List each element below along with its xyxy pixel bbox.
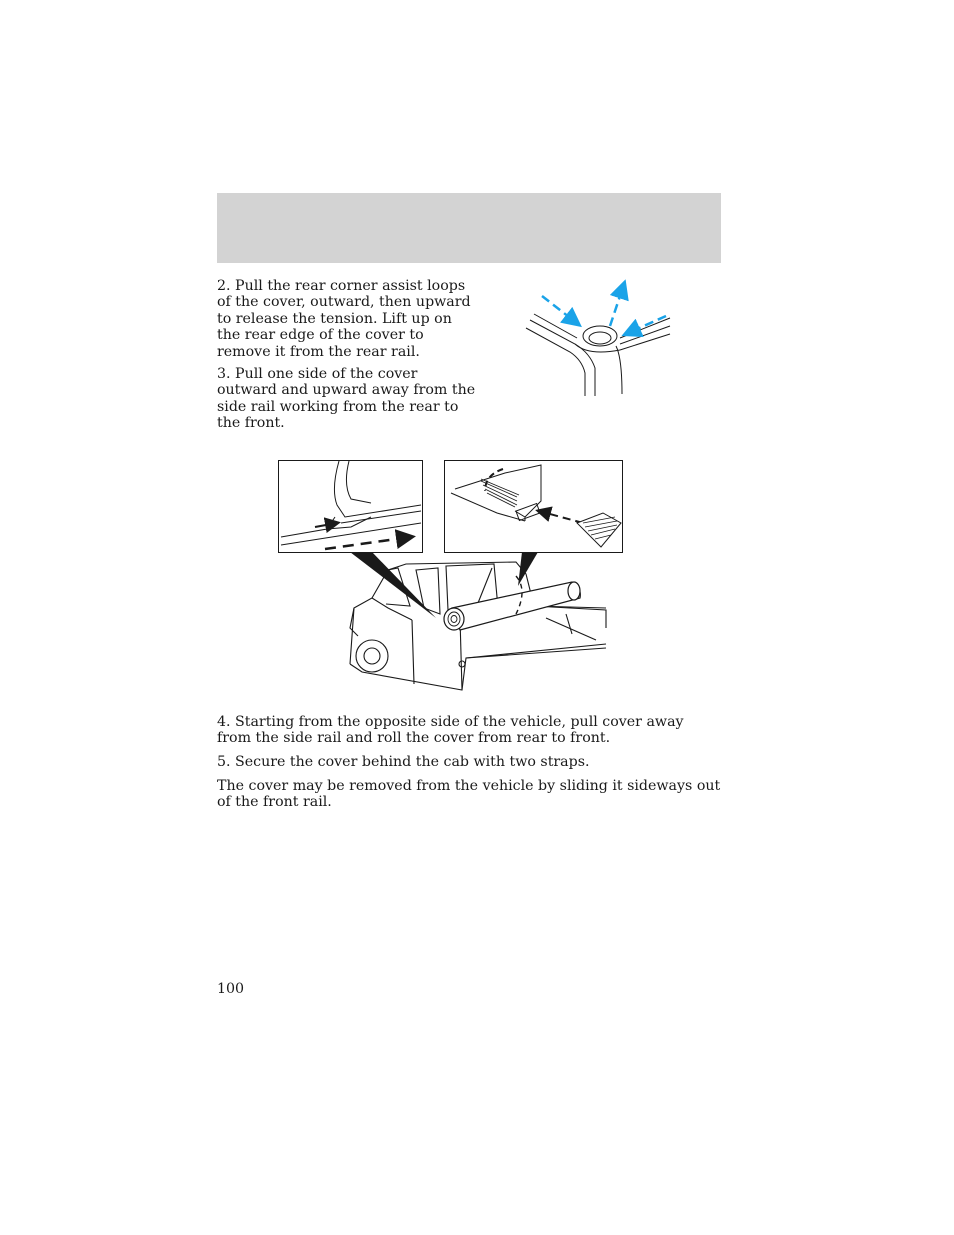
step-2-text: 2. Pull the rear corner assist loops of the cover, outward, then upward to release the tension. Lift up on the rear edge of the cover to remove it from the rear rail. [217,278,471,360]
side-rail-inset [278,460,423,553]
section-header-band [217,193,721,263]
step-4-text: 4. Starting from the opposite side of the vehicle, pull cover away from the side rail and roll the cover from rear to front. [217,714,684,747]
rear-rail-inset [444,460,623,553]
truck-cover-roll-illustration [276,458,626,702]
step-3-text: 3. Pull one side of the cover outward and upward away from the side rail working from the rear to the front. [217,366,476,432]
corner-loop-illustration [520,278,680,398]
step-5-text: 5. Secure the cover behind the cab with two straps. [217,754,590,770]
removal-note-text: The cover may be removed from the vehicle by sliding it sideways out of the front rail. [217,778,721,811]
page-number: 100 [217,981,245,997]
